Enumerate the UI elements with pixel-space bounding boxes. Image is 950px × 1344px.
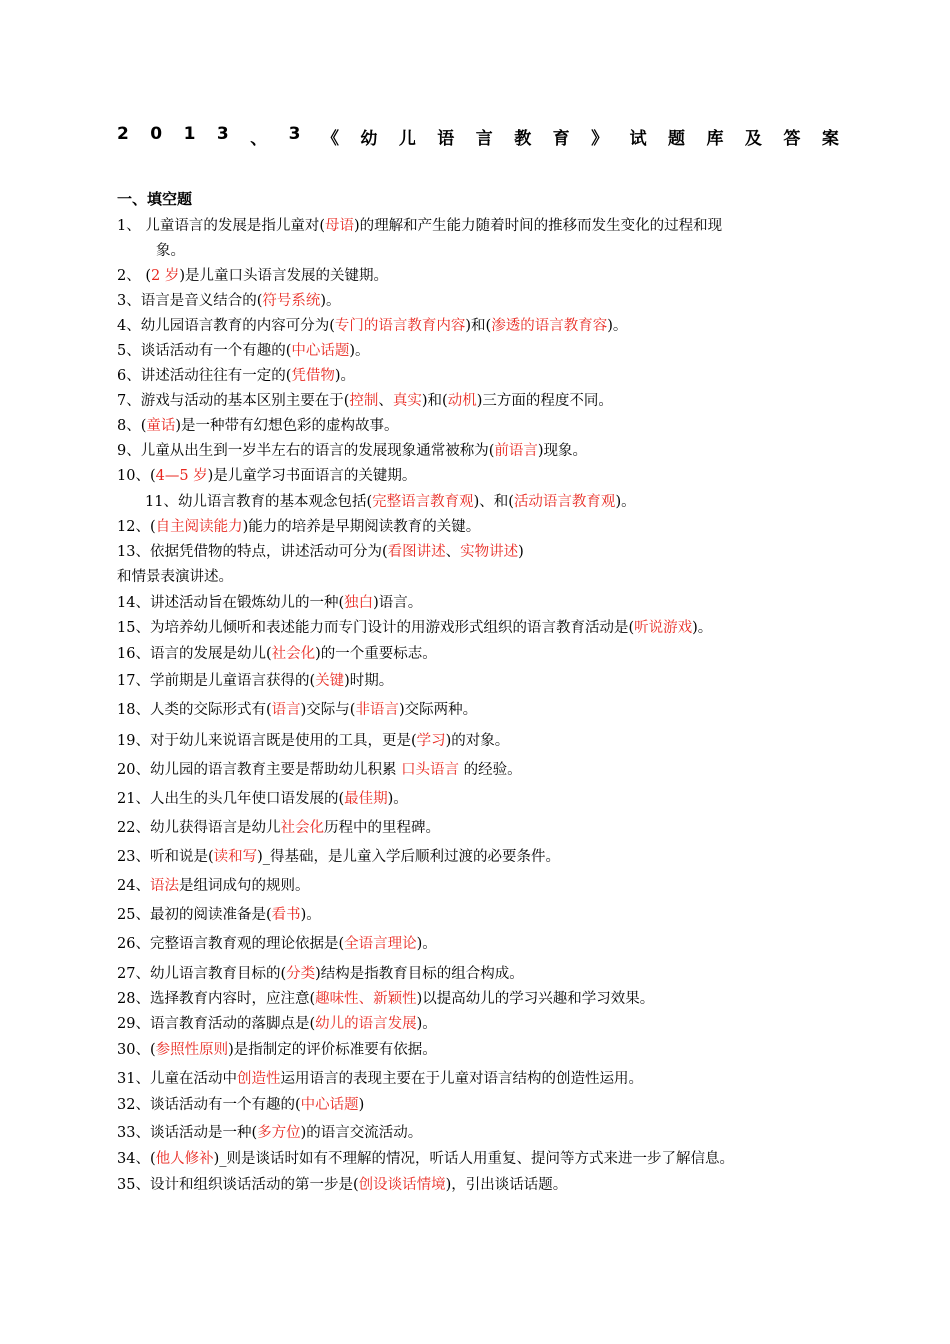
question-item [117, 540, 524, 565]
question-text: )。 [387, 791, 408, 807]
answer-text: 关键 [315, 673, 345, 689]
title-char: 儿 [398, 129, 416, 149]
question-text: 7、游戏与活动的基本区别主要在于( [117, 393, 350, 409]
question-text: 17、学前期是儿童语言获得的( [117, 673, 316, 689]
title-char: 语 [437, 129, 455, 149]
title-char: 言 [475, 129, 493, 149]
question-text: 21、人出生的头几年使口语发展的( [117, 791, 345, 807]
question-text: )和( [465, 318, 492, 334]
answer-text: 社会化 [271, 646, 316, 662]
title-char: 教 [514, 129, 532, 149]
question-item [117, 874, 309, 899]
question-item [117, 389, 613, 414]
question-text: )。 [349, 343, 370, 359]
question-text: )。 [320, 293, 341, 309]
question-text: 4、幼儿园语言教育的内容可分为( [117, 318, 335, 334]
answer-text: 分类 [286, 966, 316, 982]
question-text: 的经验。 [459, 762, 522, 778]
answer-text: 读和写 [213, 849, 258, 865]
question-item [117, 515, 480, 540]
question-text: )是儿童口头语言发展的关键期。 [179, 268, 388, 284]
answer-text: 听说游戏 [634, 620, 693, 636]
title-char: 幼 [360, 129, 378, 149]
document-title [117, 124, 839, 149]
question-text: 5、谈话活动有一个有趣的( [117, 343, 292, 359]
question-item [117, 729, 509, 754]
answer-text: 活动语言教育观 [513, 494, 616, 510]
question-item [117, 1038, 437, 1063]
question-text: )_得基础，是儿童入学后顺利过渡的必要条件。 [257, 849, 561, 865]
answer-text: 口头语言 [401, 762, 460, 778]
title-char: 题 [668, 129, 686, 149]
title-char: 答 [783, 129, 801, 149]
question-text: 历程中的里程碑。 [323, 820, 440, 836]
question-continuation: 和情景表演讲述。 [117, 569, 233, 585]
answer-text: 创造性 [236, 1071, 281, 1087]
question-item [117, 414, 399, 439]
question-text: 8、( [117, 418, 147, 434]
question-text: )能力的培养是早期阅读教育的关键。 [242, 519, 481, 535]
question-text: )是指制定的评价标准要有依据。 [228, 1042, 437, 1058]
question-text: )结构是指教育目标的组合构成。 [315, 966, 524, 982]
question-text: 15、为培养幼儿倾听和表述能力而专门设计的用游戏形式组织的语言教育活动是( [117, 620, 635, 636]
question-item [117, 962, 524, 987]
question-text: 25、最初的阅读准备是( [117, 907, 272, 923]
question-text: 18、人类的交际形式有( [117, 702, 272, 718]
answer-text: 中心话题 [300, 1097, 359, 1113]
question-text: 19、对于幼儿来说语言既是使用的工具，更是( [117, 733, 417, 749]
question-text: )现象。 [537, 443, 588, 459]
question-continuation: 象。 [156, 243, 185, 259]
question-item [117, 1147, 734, 1172]
section-heading: 一、填空题 [117, 190, 193, 208]
question-item [117, 616, 712, 641]
question-item [117, 264, 388, 289]
answer-text: 真实 [392, 393, 422, 409]
title-char: 库 [706, 129, 724, 149]
question-text: 20、幼儿园的语言教育主要是帮助幼儿积累 [117, 762, 402, 778]
question-item [145, 490, 636, 515]
question-text: 是组词成句的规则。 [178, 878, 310, 894]
question-text: )。 [416, 936, 437, 952]
title-char: 3 [288, 124, 301, 144]
answer-text: 看书 [271, 907, 301, 923]
question-item [117, 1093, 364, 1118]
answer-text: 渗透的语言教育容 [491, 318, 608, 334]
question-text: 10、( [117, 468, 156, 484]
title-char: 0 [150, 124, 163, 144]
question-text: ) [358, 1097, 365, 1113]
answer-text: 语言 [271, 702, 301, 718]
question-text: )的语言交流活动。 [300, 1125, 423, 1141]
answer-text: 符号系统 [262, 293, 321, 309]
question-text: )是儿童学习书面语言的关键期。 [207, 468, 417, 484]
question-text: 24、 [117, 878, 150, 894]
answer-text: 他人修补 [155, 1151, 214, 1167]
question-text: 33、谈话活动是一种( [117, 1125, 258, 1141]
answer-text: 社会化 [280, 820, 324, 836]
question-text: 32、谈话活动有一个有趣的( [117, 1097, 301, 1113]
answer-text: 专门的语言教育内容 [334, 318, 466, 334]
question-text: 、 [378, 393, 393, 409]
question-text: 1、 儿童语言的发展是指儿童对( [117, 218, 325, 234]
answer-text: 自主阅读能力 [155, 519, 243, 535]
title-char: 《 [321, 129, 339, 149]
question-text: 2、 ( [117, 268, 151, 284]
question-item [117, 339, 370, 364]
question-text: )、和( [473, 494, 514, 510]
answer-text: 非语言 [355, 702, 399, 718]
question-text: 28、选择教育内容时，应注意( [117, 991, 316, 1007]
answer-text: 童话 [146, 418, 176, 434]
title-char: 》 [591, 129, 609, 149]
question-item [117, 758, 522, 783]
question-text: )交际与( [300, 702, 356, 718]
title-char: 2 [117, 124, 129, 144]
title-char: 、 [250, 129, 268, 149]
question-item [117, 932, 437, 957]
question-text: 12、( [117, 519, 156, 535]
question-text: 34、( [117, 1151, 156, 1167]
question-text: 11、幼儿语言教育的基本观念包括( [145, 494, 373, 510]
title-char: 1 [183, 124, 196, 144]
question-item [117, 289, 341, 314]
question-text: )的一个重要标志。 [315, 646, 437, 662]
question-text: )的对象。 [445, 733, 510, 749]
question-item [117, 464, 416, 489]
question-text: )语言。 [373, 595, 423, 611]
question-text: )。 [300, 907, 321, 923]
question-text: )和( [421, 393, 448, 409]
answer-text: 语法 [149, 878, 179, 894]
question-item [117, 816, 440, 841]
question-text: 、 [445, 544, 461, 560]
answer-text: 4—5 岁 [155, 468, 208, 484]
question-text: )三方面的程度不同。 [476, 393, 613, 409]
question-item [117, 439, 587, 464]
question-text: 6、讲述活动往往有一定的( [117, 368, 292, 384]
answer-text: 全语言理论 [344, 936, 417, 952]
question-text: 16、语言的发展是幼儿( [117, 646, 272, 662]
answer-text: 学习 [416, 733, 446, 749]
answer-text: 创设谈话情境 [358, 1177, 446, 1193]
title-char: 试 [629, 129, 647, 149]
question-text: )。 [334, 368, 356, 384]
title-char: 及 [744, 129, 762, 149]
question-text: )。 [416, 1016, 437, 1032]
question-text: 13、依据凭借物的特点，讲述活动可分为( [117, 544, 388, 560]
question-text: )的理解和产生能力随着时间的推移而发生变化的过程和现 [354, 218, 723, 234]
answer-text: 2 岁 [151, 268, 180, 284]
question-text: 23、听和说是( [117, 849, 214, 865]
question-text: 3、语言是音义结合的( [117, 293, 263, 309]
answer-text: 中心话题 [291, 343, 350, 359]
question-text: )交际两种。 [398, 702, 478, 718]
question-text: )_则是谈话时如有不理解的情况，听话人用重复、提问等方式来进一步了解信息。 [213, 1151, 735, 1167]
title-char: 育 [552, 129, 570, 149]
answer-text: 趣味性、新颖性 [315, 991, 417, 1007]
answer-text: 独白 [344, 595, 374, 611]
question-text: 14、讲述活动旨在锻炼幼儿的一种( [117, 595, 345, 611]
question-text: )，引出谈话话题。 [445, 1177, 568, 1193]
question-text: 9、儿童从出生到一岁半左右的语言的发展现象通常被称为( [117, 443, 495, 459]
answer-text: 控制 [349, 393, 379, 409]
question-text: )以提高幼儿的学习兴趣和学习效果。 [416, 991, 655, 1007]
question-item [117, 698, 477, 723]
question-item [117, 214, 722, 239]
answer-text: 最佳期 [344, 791, 388, 807]
question-text: 运用语言的表现主要在于儿童对语言结构的创造性运用。 [280, 1071, 643, 1087]
question-text: )。 [607, 318, 628, 334]
answer-text: 参照性原则 [155, 1042, 229, 1058]
question-item [117, 1067, 643, 1092]
question-text: 26、完整语言教育观的理论依据是( [117, 936, 345, 952]
answer-text: 幼儿的语言发展 [315, 1016, 417, 1032]
question-item [117, 987, 654, 1012]
answer-text: 凭借物 [291, 368, 335, 384]
answer-text: 看图讲述 [387, 544, 446, 560]
question-text: 29、语言教育活动的落脚点是( [117, 1016, 316, 1032]
question-item [117, 591, 422, 616]
question-item [117, 845, 560, 870]
question-item [117, 669, 393, 694]
question-item [117, 787, 408, 812]
question-item [117, 1012, 437, 1037]
answer-text: 实物讲述 [460, 544, 519, 560]
question-text: )。 [615, 494, 636, 510]
question-text: )。 [692, 620, 713, 636]
title-char: 3 [216, 124, 229, 144]
question-text: 27、幼儿语言教育目标的( [117, 966, 287, 982]
question-item [117, 1173, 567, 1198]
question-item [117, 903, 321, 928]
answer-text: 完整语言教育观 [372, 494, 474, 510]
question-item [117, 364, 355, 389]
question-text: 22、幼儿获得语言是幼儿 [117, 820, 281, 836]
question-item [117, 642, 437, 667]
question-text: 30、( [117, 1042, 156, 1058]
answer-text: 多方位 [257, 1125, 301, 1141]
question-item [117, 314, 627, 339]
question-text: )时期。 [344, 673, 394, 689]
answer-text: 前语言 [494, 443, 538, 459]
title-char: 案 [821, 129, 839, 149]
question-text: ) [518, 544, 524, 560]
question-text: 31、儿童在活动中 [117, 1071, 237, 1087]
question-text: )是一种带有幻想色彩的虚构故事。 [175, 418, 399, 434]
answer-text: 动机 [447, 393, 477, 409]
question-text: 35、设计和组织谈话活动的第一步是( [117, 1177, 359, 1193]
question-item [117, 1121, 422, 1146]
answer-text: 母语 [325, 218, 354, 234]
